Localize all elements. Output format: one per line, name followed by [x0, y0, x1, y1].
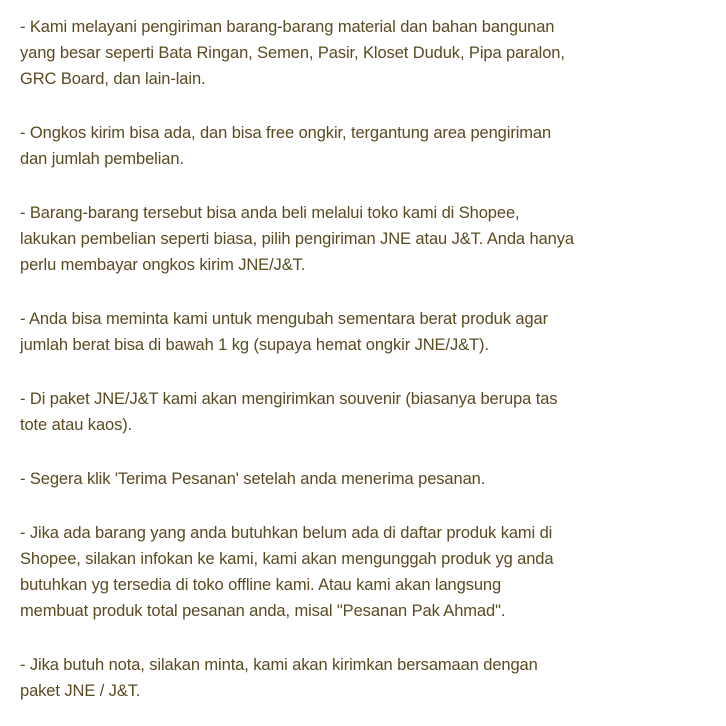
text-line: lakukan pembelian seperti biasa, pilih pengiriman JNE atau J&T. Anda hanya: [20, 230, 574, 248]
paragraph-shopee-purchase: [20, 200, 712, 278]
text-line: yang besar seperti Bata Ringan, Semen, Pasir, Kloset Duduk, Pipa paralon,: [20, 44, 565, 62]
text-line: - Jika ada barang yang anda butuhkan belum ada di daftar produk kami di: [20, 524, 553, 542]
paragraph-confirm-order: [20, 466, 712, 492]
text-line: - Di paket JNE/J&T kami akan mengirimkan souvenir (biasanya berupa tas: [20, 390, 558, 408]
text-line: - Ongkos kirim bisa ada, dan bisa free ongkir, tergantung area pengiriman: [20, 124, 552, 142]
text-line: - Anda bisa meminta kami untuk mengubah sementara berat produk agar: [20, 310, 549, 328]
text-line: paket JNE / J&T.: [20, 682, 141, 700]
paragraph-shipping-cost: [20, 120, 712, 172]
text-line: perlu membayar ongkos kirim JNE/J&T.: [20, 256, 306, 274]
text-line: GRC Board, dan lain-lain.: [20, 70, 206, 88]
text-line: - Kami melayani pengiriman barang-barang material dan bahan bangunan: [20, 18, 555, 36]
text-line: - Jika butuh nota, silakan minta, kami akan kirimkan bersamaan dengan: [20, 656, 538, 674]
text-line: butuhkan yg tersedia di toko offline kami. Atau kami akan langsung: [20, 576, 502, 594]
paragraph-weight-adjustment: [20, 306, 712, 358]
text-line: Shopee, silakan infokan ke kami, kami akan mengunggah produk yg anda: [20, 550, 554, 568]
text-line: dan jumlah pembelian.: [20, 150, 184, 168]
text-line: - Segera klik 'Terima Pesanan' setelah anda menerima pesanan.: [20, 470, 486, 488]
text-line: membuat produk total pesanan anda, misal "Pesanan Pak Ahmad".: [20, 602, 506, 620]
paragraph-missing-product: [20, 520, 712, 624]
paragraph-souvenir: [20, 386, 712, 438]
paragraph-receipt: [20, 652, 712, 704]
text-line: jumlah berat bisa di bawah 1 kg (supaya hemat ongkir JNE/J&T).: [20, 336, 489, 354]
paragraph-material-shipping: [20, 14, 712, 92]
text-line: tote atau kaos).: [20, 416, 133, 434]
text-line: - Barang-barang tersebut bisa anda beli melalui toko kami di Shopee,: [20, 204, 520, 222]
